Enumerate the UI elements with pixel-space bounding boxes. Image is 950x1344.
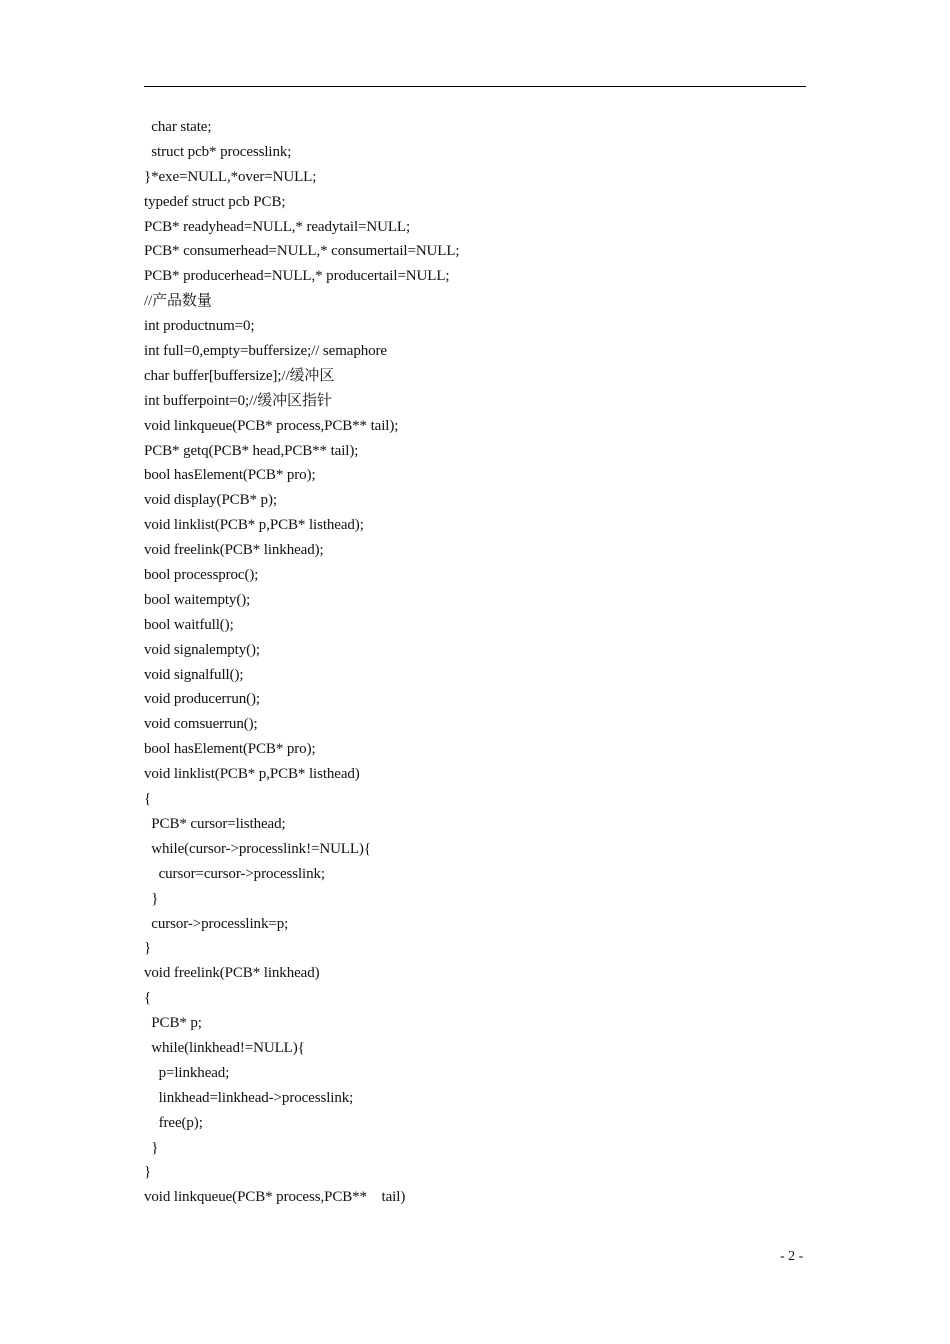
code-line: char buffer[buffersize];//缓冲区 bbox=[144, 367, 335, 384]
code-line: linkhead=linkhead->processlink; bbox=[144, 1089, 354, 1106]
code-line: void signalempty(); bbox=[144, 641, 260, 658]
page-number: - 2 - bbox=[780, 1249, 804, 1264]
code-line: PCB* getq(PCB* head,PCB** tail); bbox=[144, 442, 359, 459]
code-listing bbox=[144, 115, 804, 1210]
code-line: PCB* cursor=listhead; bbox=[144, 815, 286, 832]
header-rule bbox=[144, 86, 806, 87]
code-line: int full=0,empty=buffersize;// semaphore bbox=[144, 343, 387, 360]
code-line: void linkqueue(PCB* process,PCB** tail); bbox=[144, 417, 399, 434]
code-line: void freelink(PCB* linkhead); bbox=[144, 542, 324, 559]
code-line: bool waitfull(); bbox=[144, 616, 234, 633]
code-line: void producerrun(); bbox=[144, 691, 260, 708]
code-line: bool waitempty(); bbox=[144, 591, 251, 608]
code-line: { bbox=[144, 990, 152, 1007]
code-line: } bbox=[144, 1139, 159, 1156]
code-line: //产品数量 bbox=[144, 293, 212, 310]
code-line: }*exe=NULL,*over=NULL; bbox=[144, 168, 317, 185]
code-line: } bbox=[144, 940, 152, 957]
code-line: bool hasElement(PCB* pro); bbox=[144, 741, 316, 758]
code-line: } bbox=[144, 1164, 152, 1181]
code-line: void display(PCB* p); bbox=[144, 492, 277, 509]
code-line: int bufferpoint=0;//缓冲区指针 bbox=[144, 392, 332, 409]
code-line: cursor=cursor->processlink; bbox=[144, 865, 325, 882]
code-line: while(linkhead!=NULL){ bbox=[144, 1039, 305, 1056]
code-line: char state; bbox=[144, 119, 212, 135]
code-line: free(p); bbox=[144, 1114, 203, 1131]
code-line: bool hasElement(PCB* pro); bbox=[144, 467, 316, 484]
code-line: p=linkhead; bbox=[144, 1064, 230, 1081]
code-line: cursor->processlink=p; bbox=[144, 915, 289, 932]
code-line: void freelink(PCB* linkhead) bbox=[144, 965, 320, 982]
code-line: void signalfull(); bbox=[144, 666, 244, 683]
code-line: typedef struct pcb PCB; bbox=[144, 193, 286, 210]
code-line: struct pcb* processlink; bbox=[144, 143, 292, 160]
code-line: void linkqueue(PCB* process,PCB** tail) bbox=[144, 1189, 406, 1206]
code-line: PCB* producerhead=NULL,* producertail=NULL; bbox=[144, 268, 450, 285]
code-line: while(cursor->processlink!=NULL){ bbox=[144, 840, 371, 857]
code-line: } bbox=[144, 890, 159, 907]
code-line: bool processproc(); bbox=[144, 567, 259, 584]
code-line: PCB* readyhead=NULL,* readytail=NULL; bbox=[144, 218, 411, 235]
code-line: PCB* consumerhead=NULL,* consumertail=NULL; bbox=[144, 243, 460, 260]
code-line: void linklist(PCB* p,PCB* listhead); bbox=[144, 517, 364, 534]
code-line: int productnum=0; bbox=[144, 318, 255, 335]
code-line: { bbox=[144, 791, 152, 808]
code-line: void linklist(PCB* p,PCB* listhead) bbox=[144, 766, 360, 783]
code-line: void comsuerrun(); bbox=[144, 716, 258, 733]
code-line: PCB* p; bbox=[144, 1015, 202, 1032]
